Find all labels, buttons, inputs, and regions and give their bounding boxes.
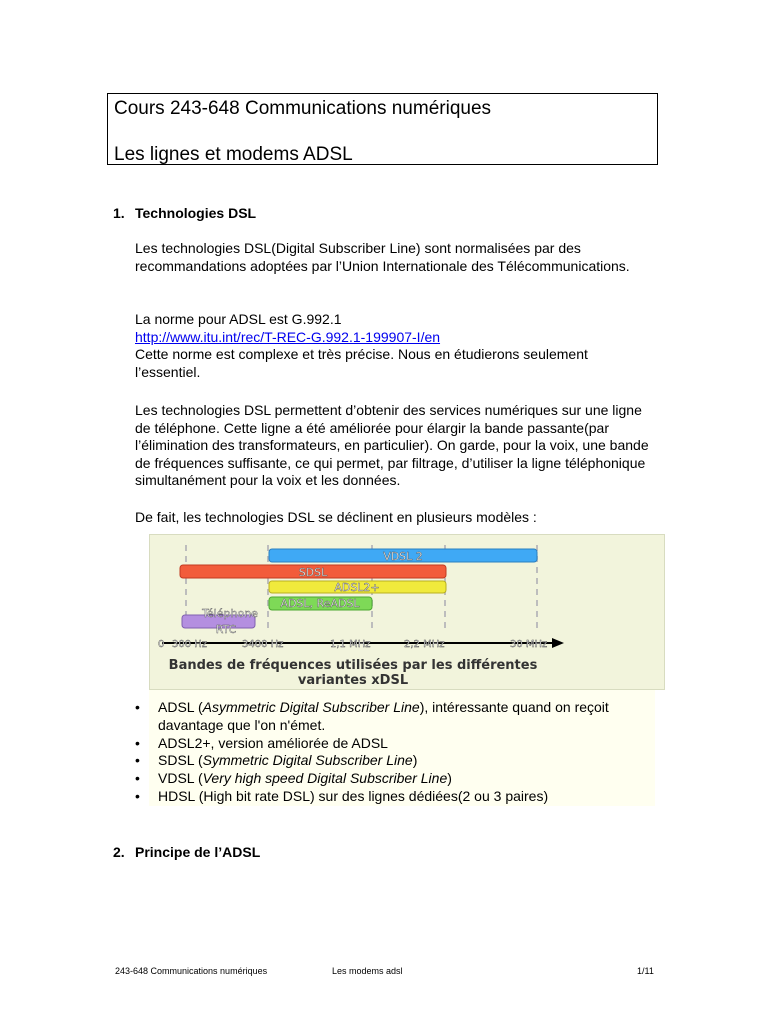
paragraph-text: Les technologies DSL permettent d’obtenir des services numériques sur une ligne de téléphone. Cette ligne a été améliorée pour élargir la bande passante(par l’élimination des transformateurs, en particulier). On garde, pour la voix, une bande de fréquences suffisante, ce qui permet, par filtrage, d’utiliser la ligne téléphonique simultanément pour la voix et les données. bbox=[135, 402, 649, 488]
dsl-variants-list bbox=[135, 699, 655, 806]
norm-description: Cette norme est complexe et très précise. Nous en étudierons seulement l’essentiel. bbox=[135, 346, 588, 380]
title-box bbox=[107, 93, 658, 165]
section-2-title: Principe de l’ADSL bbox=[135, 844, 261, 860]
tick-1-1mhz: 1,1 MHz bbox=[330, 639, 371, 650]
list-item-suffix: ), intéressante quand on reçoit davantage que l'on n'émet. bbox=[158, 699, 609, 733]
section-2-number: 2. bbox=[113, 844, 125, 860]
section-1-heading bbox=[113, 205, 256, 221]
list-item-expansion: Very high speed Digital Subscriber Line bbox=[202, 770, 448, 787]
tick-300hz: 300 Hz bbox=[172, 639, 208, 650]
section-1-paragraph-2 bbox=[135, 311, 655, 381]
label-adsl-readsl: ADSL, ReADSL bbox=[280, 597, 360, 610]
paragraph-text: De fait, les technologies DSL se déclinent en plusieurs modèles : bbox=[135, 509, 537, 525]
xdsl-frequency-diagram bbox=[150, 535, 665, 690]
label-vdsl2: VDSL 2 bbox=[383, 550, 423, 563]
label-rtc: RTC bbox=[215, 623, 237, 636]
itu-link[interactable]: http://www.itu.int/rec/T-REC-G.992.1-199907-I/en bbox=[135, 328, 441, 345]
label-adsl2plus: ADSL2+ bbox=[334, 581, 380, 594]
list-item-text: SDSL ( bbox=[158, 752, 203, 769]
tick-3400hz: 3400 Hz bbox=[242, 639, 284, 650]
label-telephone: Téléphone bbox=[202, 607, 258, 620]
list-item-expansion: Asymmetric Digital Subscriber Line bbox=[202, 699, 420, 715]
footer-page-number: 1/11 bbox=[637, 966, 654, 976]
list-item-suffix: ) bbox=[412, 752, 418, 769]
tick-0: 0 bbox=[158, 639, 165, 650]
course-title: Cours 243-648 Communications numériques bbox=[114, 98, 492, 119]
footer-left: 243-648 Communications numériques bbox=[115, 966, 268, 976]
list-item bbox=[135, 788, 655, 806]
section-1-number: 1. bbox=[113, 205, 125, 221]
section-2-heading bbox=[113, 844, 260, 860]
section-1-paragraph-1 bbox=[135, 240, 655, 275]
subject-title: Les lignes et modems ADSL bbox=[114, 144, 353, 165]
list-item-text: ADSL2+, version améliorée de ADSL bbox=[158, 734, 388, 751]
section-1-paragraph-3 bbox=[135, 402, 655, 490]
list-item-suffix: ) bbox=[447, 770, 452, 787]
list-item bbox=[135, 735, 655, 753]
section-1-paragraph-4 bbox=[135, 509, 655, 527]
norm-line: La norme pour ADSL est G.992.1 bbox=[135, 311, 342, 327]
tick-30mhz: 30 MHz bbox=[510, 639, 548, 650]
list-item-text: ADSL ( bbox=[158, 699, 203, 715]
list-item-expansion: Symmetric Digital Subscriber Line bbox=[202, 752, 413, 769]
list-item bbox=[135, 752, 655, 770]
paragraph-text: Les technologies DSL(Digital Subscriber Line) sont normalisées par des recommandations adoptées par l’Union Internationale des Télécommunications. bbox=[135, 240, 630, 274]
footer-center: Les modems adsl bbox=[332, 966, 403, 976]
list-item-text: VDSL ( bbox=[158, 770, 203, 787]
axis-arrowhead bbox=[552, 638, 564, 648]
list-item bbox=[135, 770, 655, 788]
figure-caption-line-1: Bandes de fréquences utilisées par les différentes bbox=[168, 658, 538, 673]
list-item bbox=[135, 699, 655, 735]
tick-2-2mhz: 2,2 MHz bbox=[404, 639, 445, 650]
xdsl-frequency-figure bbox=[149, 534, 665, 690]
figure-caption-line-2: variantes xDSL bbox=[297, 673, 409, 688]
section-1-title: Technologies DSL bbox=[135, 205, 257, 221]
label-sdsl: SDSL bbox=[298, 566, 328, 579]
list-item-text: HDSL (High bit rate DSL) sur des lignes dédiées(2 ou 3 paires) bbox=[158, 787, 549, 804]
